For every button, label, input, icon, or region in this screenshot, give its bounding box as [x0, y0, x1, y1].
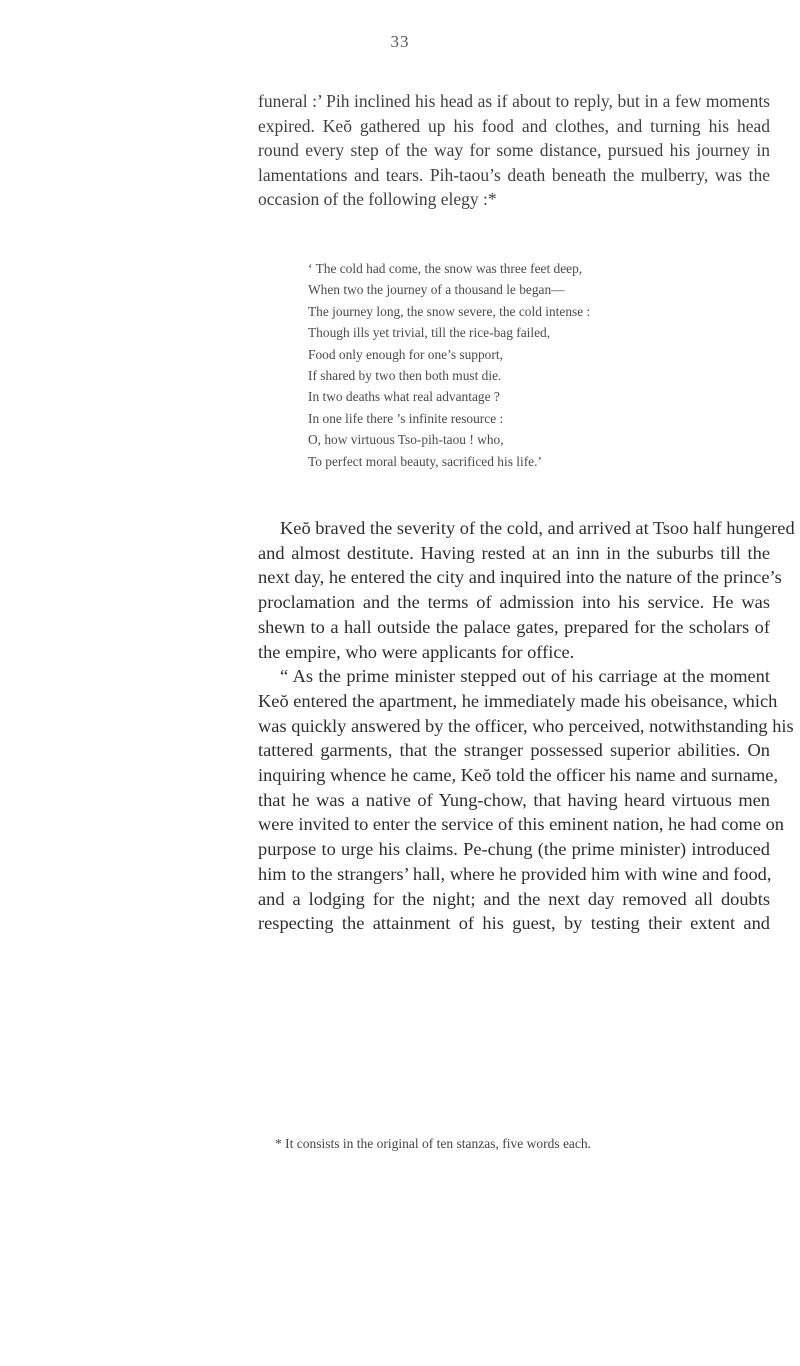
footnote: * It consists in the original of ten stanzas, five words each. [275, 1136, 592, 1151]
poem-line: O, how virtuous Tso-pih-taou ! who, [308, 432, 504, 448]
body-line: “ As the prime minister stepped out of his carriage at the moment [280, 666, 770, 687]
elegy-poem [308, 258, 778, 472]
body-line: the empire, who were applicants for office. [258, 641, 575, 662]
body-line: and almost destitute. Having rested at an inn in the suburbs till the [258, 542, 770, 563]
body-line: inquiring whence he came, Keŏ told the officer his name and surname, [258, 765, 779, 786]
body-line: Keŏ entered the apartment, he immediately made his obeisance, which [258, 690, 778, 711]
poem-line: The journey long, the snow severe, the cold intense : [308, 303, 591, 319]
intro-paragraph [258, 89, 770, 212]
intro-line: funeral :’ Pih inclined his head as if about to reply, but in a few moments [258, 91, 770, 111]
body-line: him to the strangers’ hall, where he provided him with wine and food, [258, 863, 772, 884]
body-line: purpose to urge his claims. Pe-chung (the prime minister) introduced [258, 839, 770, 860]
body-line: was quickly answered by the officer, who perceived, notwithstanding his [258, 715, 794, 736]
intro-line: lamentations and tears. Pih-taou’s death beneath the mulberry, was the [258, 164, 770, 185]
poem-line: Food only enough for one’s support, [308, 346, 503, 362]
body-line: shewn to a hall outside the palace gates, prepared for the scholars of [258, 616, 770, 637]
body-line: next day, he entered the city and inquired into the nature of the prince’s [258, 567, 782, 588]
poem-line: ‘ The cold had come, the snow was three feet deep, [308, 261, 583, 276]
body-line: Keŏ braved the severity of the cold, and arrived at Tsoo half hungered [280, 518, 795, 538]
intro-line: expired. Keŏ gathered up his food and clothes, and turning his head [258, 115, 770, 136]
intro-line: round every step of the way for some distance, pursued his journey in [258, 140, 770, 161]
body-line: tattered garments, that the stranger possessed superior abilities. On [258, 740, 770, 761]
body-line: and a lodging for the night; and the next day removed all doubts [258, 888, 770, 909]
intro-line: occasion of the following elegy :* [258, 189, 497, 210]
poem-line: In two deaths what real advantage ? [308, 389, 500, 405]
poem-line: In one life there ’s infinite resource : [308, 410, 504, 426]
body-line: respecting the attainment of his guest, by testing their extent and [258, 913, 770, 934]
poem-line: When two the journey of a thousand le began— [308, 282, 565, 298]
poem-line: Though ills yet trivial, till the rice-bag failed, [308, 325, 551, 341]
body-line: that he was a native of Yung-chow, that having heard virtuous men [258, 789, 770, 810]
body-line: were invited to enter the service of this eminent nation, he had come on [258, 814, 785, 835]
poem-line: To perfect moral beauty, sacrificed his life.’ [308, 453, 542, 469]
page-number: 33 [390, 32, 410, 51]
poem-line: If shared by two then both must die. [308, 368, 502, 384]
body-line: proclamation and the terms of admission into his service. He was [258, 592, 770, 613]
body-text [258, 516, 795, 936]
